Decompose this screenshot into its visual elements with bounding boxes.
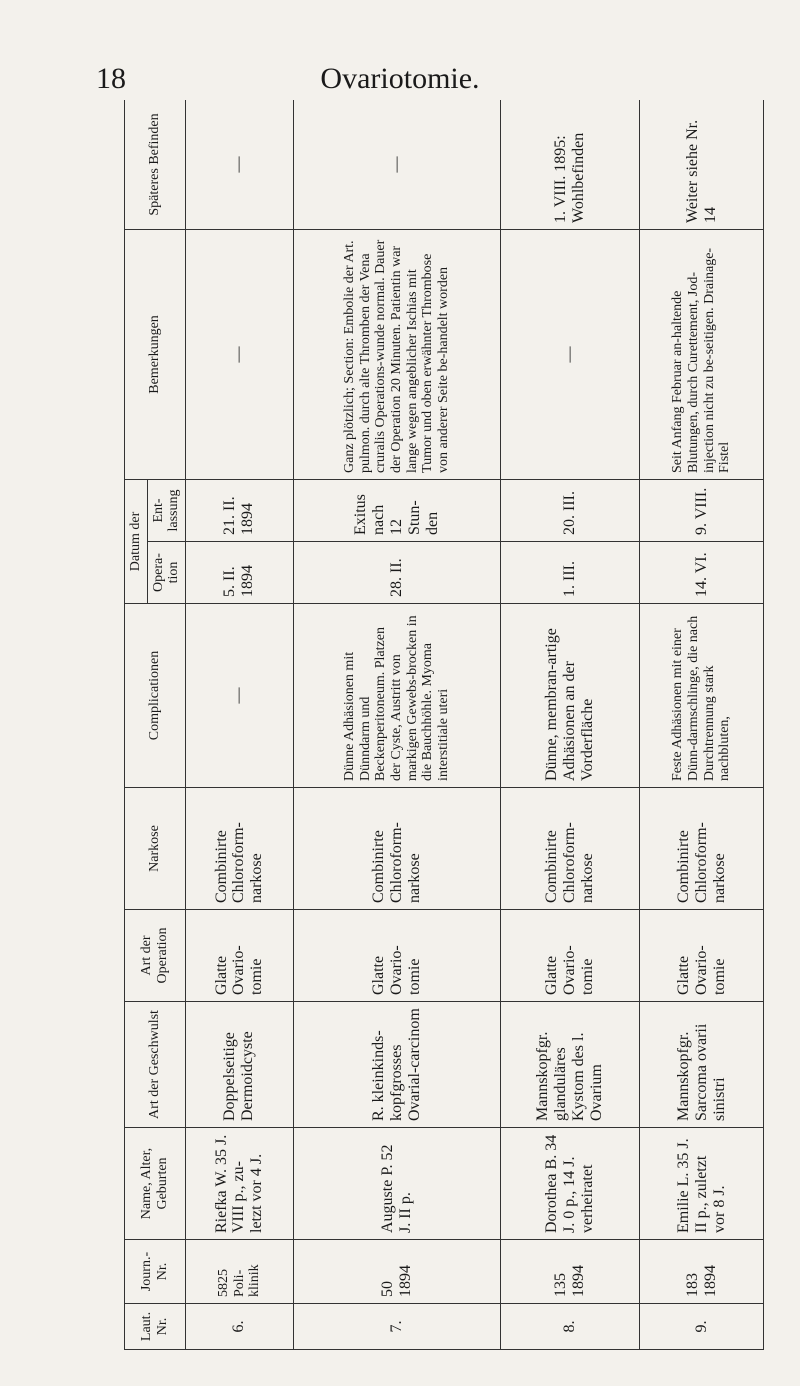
cell-datum-operation: 5. II. 1894 [186,542,294,604]
table-row [186,100,294,1350]
header-name: Name, Alter, Geburten [125,1128,186,1240]
cell-geschwulst: Doppelseitige Dermoidcyste [186,1002,294,1128]
ovariotomy-table [124,100,764,1350]
cell-bemerkungen: Ganz plötzlich; Section: Embolie der Art. pulmon. durch alte Thromben der Vena cruralis Operations-wunde normal. Dauer der Operation 20 Minuten. Patientin war lange wegen angeblicher Ischias mit Tumor und oben erwähnter Thrombose von anderer Seite be-handelt worden [293,229,500,479]
cell-operation: Glatte Ovario-tomie [186,910,294,1002]
cell-complicationen: — [186,604,294,788]
cell-name: Dorothea B. 34 J. 0 p., 14 J. verheiratet [500,1128,640,1240]
cell-nr: 8. [500,1304,640,1350]
cell-geschwulst: Mannskopfgr. Sarcoma ovarii sinistri [640,1002,764,1128]
cell-bemerkungen: Seit Anfang Februar an-haltende Blutungen, durch Curettement, Jod-injection nicht zu be-seitigen. Drainage-Fistel [640,229,764,479]
cell-bemerkungen: — [186,229,294,479]
page-number: 18 [96,62,126,95]
cell-datum-operation: 14. VI. [640,542,764,604]
header-operation: Art der Operation [125,910,186,1002]
cell-datum-entlassung: Exitus nach 12 Stun-den [293,479,500,541]
cell-journal: 5825 Poli-klinik [186,1240,294,1304]
header-complicationen: Complicationen [125,604,186,788]
header-narkose: Narkose [125,788,186,910]
cell-geschwulst: Mannskopfgr. glanduläres Kystom des l. Ovarium [500,1002,640,1128]
cell-complicationen: Feste Adhäsionen mit einer Dünn-darmschlinge, die nach Durchtrennung stark nachbluten, [640,604,764,788]
cell-name: Emilie L. 35 J. II p., zuletzt vor 8 J. [640,1128,764,1240]
header-datum-entlassung: Ent-lassung [147,479,185,541]
header-befinden: Späteres Befinden [125,100,186,229]
cell-nr: 7. [293,1304,500,1350]
cell-operation: Glatte Ovario-tomie [640,910,764,1002]
table-row [293,100,500,1350]
cell-datum-entlassung: 21. II. 1894 [186,479,294,541]
cell-narkose: Combinirte Chloroform-narkose [293,788,500,910]
header-geschwulst: Art der Geschwulst [125,1002,186,1128]
cell-narkose: Combinirte Chloroform-narkose [500,788,640,910]
cell-journal: 50 1894 [293,1240,500,1304]
cell-complicationen: Dünne, membran-artige Adhäsionen an der Vorderfläche [500,604,640,788]
table-wrap [124,100,764,1350]
cell-narkose: Combinirte Chloroform-narkose [186,788,294,910]
table-row [500,100,640,1350]
cell-name: Riefka W. 35 J. VIII p., zu-letzt vor 4 J. [186,1128,294,1240]
cell-befinden: Weiter siehe Nr. 14 [640,100,764,229]
cell-datum-entlassung: 9. VIII. [640,479,764,541]
cell-narkose: Combinirte Chloroform-narkose [640,788,764,910]
cell-nr: 6. [186,1304,294,1350]
header-journal: Journ.-Nr. [125,1240,186,1304]
table-row [640,100,764,1350]
cell-geschwulst: R. kleinkinds-kopfgrosses Ovarial-carcinom [293,1002,500,1128]
cell-bemerkungen: — [500,229,640,479]
cell-operation: Glatte Ovario-tomie [293,910,500,1002]
cell-journal: 135 1894 [500,1240,640,1304]
cell-datum-operation: 1. III. [500,542,640,604]
header-datum-operation: Opera-tion [147,542,185,604]
cell-befinden: — [293,100,500,229]
header-datum: Datum der [125,479,148,603]
running-head: Ovariotomie. [320,62,480,95]
cell-journal: 183 1894 [640,1240,764,1304]
cell-operation: Glatte Ovario-tomie [500,910,640,1002]
cell-nr: 9. [640,1304,764,1350]
cell-befinden: — [186,100,294,229]
cell-datum-operation: 28. II. [293,542,500,604]
header-nr: Laut. Nr. [125,1304,186,1350]
cell-complicationen: Dünne Adhäsionen mit Dünndarm und Beckenperitoneum. Platzen der Cyste, Austritt von markigen Gewebs-brocken in die Bauchhöhle. Myoma interstitiale uteri [293,604,500,788]
rotated-table-frame [124,100,764,1350]
cell-datum-entlassung: 20. III. [500,479,640,541]
header-bemerkungen: Bemerkungen [125,229,186,479]
cell-name: Auguste P. 52 J. II p. [293,1128,500,1240]
cell-befinden: 1. VIII. 1895: Wohlbefinden [500,100,640,229]
